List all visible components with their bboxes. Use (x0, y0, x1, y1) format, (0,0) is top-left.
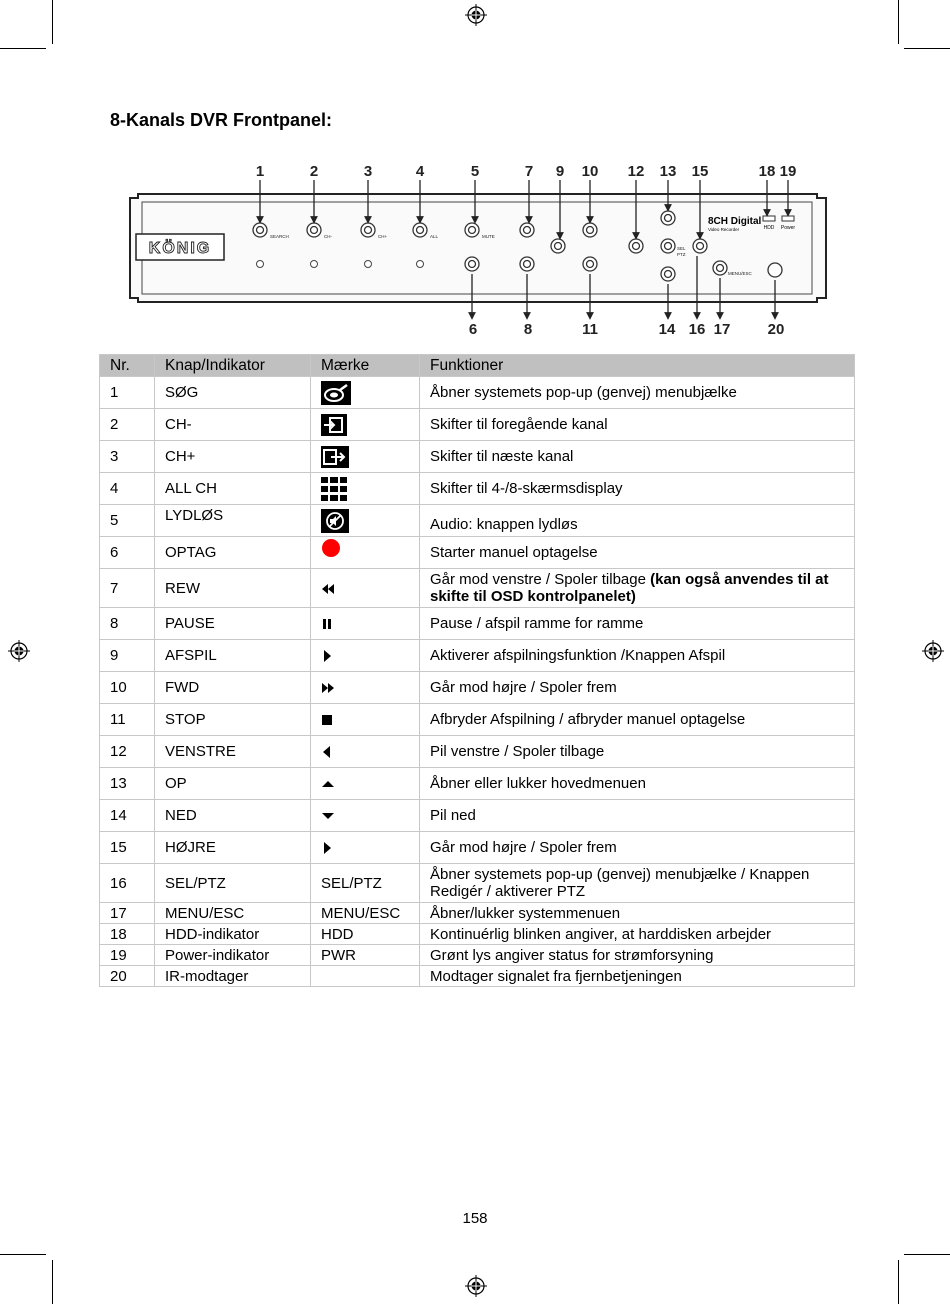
page-number: 158 (462, 1210, 488, 1227)
row-nr: 12 (100, 736, 155, 768)
row-nr: 15 (100, 832, 155, 864)
callout-15: 15 (691, 163, 709, 180)
callout-13: 13 (659, 163, 677, 180)
row-key: FWD (155, 672, 311, 704)
row-mark (311, 608, 420, 640)
row-function (420, 569, 855, 608)
table-row (100, 377, 855, 409)
panel-label-ptz: PTZ (677, 252, 686, 257)
row-nr: 11 (100, 704, 155, 736)
row-nr: 8 (100, 608, 155, 640)
row-key: IR-modtager (155, 966, 311, 987)
row-nr: 17 (100, 903, 155, 924)
callout-2: 2 (309, 163, 319, 180)
callout-3: 3 (363, 163, 373, 180)
header-key: Knap/Indikator (155, 355, 311, 377)
row-mark (311, 441, 420, 473)
row-key: CH+ (155, 441, 311, 473)
row-function: Skifter til næste kanal (420, 441, 855, 473)
registration-mark (8, 640, 30, 662)
row-mark (311, 768, 420, 800)
row-nr: 2 (100, 409, 155, 441)
row-key: HØJRE (155, 832, 311, 864)
crop-mark (52, 1260, 53, 1304)
row-nr: 4 (100, 473, 155, 505)
table-row (100, 473, 855, 505)
registration-mark (465, 4, 487, 26)
search-icon (321, 381, 351, 405)
callout-9: 9 (555, 163, 565, 180)
row-function (420, 505, 855, 537)
row-key (155, 505, 311, 537)
row-nr: 14 (100, 800, 155, 832)
table-row (100, 640, 855, 672)
row-mark (311, 505, 420, 537)
row-mark (311, 409, 420, 441)
callout-5: 5 (470, 163, 480, 180)
row-function: Afbryder Afspilning / afbryder manuel optagelse (420, 704, 855, 736)
callout-12: 12 (627, 163, 645, 180)
registration-mark (922, 640, 944, 662)
row-mark: SEL/PTZ (311, 864, 420, 903)
header-nr: Nr. (100, 355, 155, 377)
callout-14: 14 (658, 321, 676, 338)
row-mark (311, 569, 420, 608)
row-nr: 3 (100, 441, 155, 473)
callout-7: 7 (524, 163, 534, 180)
crop-mark (904, 48, 950, 49)
table-row (100, 672, 855, 704)
row-nr: 18 (100, 924, 155, 945)
arrow-down-icon (321, 811, 335, 821)
table-header-row (100, 355, 855, 377)
callout-18: 18 (758, 163, 776, 180)
top-callouts (256, 163, 797, 180)
row-key-label: LYDLØS (165, 507, 224, 524)
function-table (99, 354, 855, 987)
row-function: Pause / afspil ramme for ramme (420, 608, 855, 640)
row-key: STOP (155, 704, 311, 736)
header-functions: Funktioner (420, 355, 855, 377)
row-nr: 16 (100, 864, 155, 903)
table-row (100, 924, 855, 945)
row-nr: 6 (100, 537, 155, 569)
row-mark (311, 736, 420, 768)
table-row (100, 505, 855, 537)
row-key: SØG (155, 377, 311, 409)
row-mark (311, 537, 420, 569)
crop-mark (904, 1254, 950, 1255)
row-key: Power-indikator (155, 945, 311, 966)
row-nr: 9 (100, 640, 155, 672)
row-key: SEL/PTZ (155, 864, 311, 903)
row-nr: 10 (100, 672, 155, 704)
fast-forward-icon (321, 682, 335, 694)
row-key: NED (155, 800, 311, 832)
row-nr: 13 (100, 768, 155, 800)
table-row (100, 704, 855, 736)
row-mark (311, 473, 420, 505)
callout-16: 16 (688, 321, 706, 338)
stop-icon (321, 714, 333, 726)
table-row (100, 903, 855, 924)
header-mark: Mærke (311, 355, 420, 377)
table-row (100, 409, 855, 441)
table-row (100, 832, 855, 864)
row-nr: 7 (100, 569, 155, 608)
row-function: Grønt lys angiver status for strømforsyning (420, 945, 855, 966)
crop-mark (52, 0, 53, 44)
row-key: PAUSE (155, 608, 311, 640)
table-row (100, 569, 855, 608)
row-key: OP (155, 768, 311, 800)
row-key: VENSTRE (155, 736, 311, 768)
row-function: Skifter til foregående kanal (420, 409, 855, 441)
arrow-right-icon (321, 841, 333, 855)
table-row (100, 966, 855, 987)
row-key: AFSPIL (155, 640, 311, 672)
callout-4: 4 (415, 163, 425, 180)
callout-11: 11 (582, 321, 598, 338)
crop-mark (0, 1254, 46, 1255)
arrow-up-icon (321, 779, 335, 789)
panel-model-line2: Video Recorder (708, 227, 740, 232)
grid-icon (321, 477, 347, 501)
row-mark (311, 832, 420, 864)
row-mark (311, 704, 420, 736)
table-row (100, 768, 855, 800)
row-key: REW (155, 569, 311, 608)
panel-label-sel: SEL (677, 246, 686, 251)
record-icon (321, 538, 341, 558)
table-row (100, 608, 855, 640)
row-mark (311, 377, 420, 409)
panel-model-line1: 8CH Digital (708, 216, 762, 227)
table-row (100, 537, 855, 569)
table-row (100, 800, 855, 832)
panel-label-ch-plus: CH+ (378, 234, 388, 239)
play-icon (321, 649, 333, 663)
arrow-left-icon (321, 745, 333, 759)
callout-6: 6 (468, 321, 478, 338)
rewind-icon (321, 583, 335, 595)
row-nr: 1 (100, 377, 155, 409)
panel-label-hdd: HDD (763, 225, 775, 231)
dvr-front-panel-diagram (120, 158, 835, 338)
table-row (100, 441, 855, 473)
callout-1: 1 (255, 163, 265, 180)
row-function-text: Audio: knappen lydløs (430, 516, 578, 533)
crop-mark (898, 1260, 899, 1304)
callout-17: 17 (713, 321, 731, 338)
callout-19: 19 (779, 163, 797, 180)
row-function: Skifter til 4-/8-skærmsdisplay (420, 473, 855, 505)
row-function: Pil venstre / Spoler tilbage (420, 736, 855, 768)
panel-label-power: Power (780, 225, 796, 231)
table-row (100, 736, 855, 768)
crop-mark (898, 0, 899, 44)
callout-20: 20 (767, 321, 785, 338)
row-key: MENU/ESC (155, 903, 311, 924)
row-nr: 5 (100, 505, 155, 537)
page-heading: 8-Kanals DVR Frontpanel: (110, 110, 333, 130)
panel-label-search: SEARCH (270, 234, 289, 239)
row-function: Åbner/lukker systemmenuen (420, 903, 855, 924)
row-key: OPTAG (155, 537, 311, 569)
row-function: Åbner eller lukker hovedmenuen (420, 768, 855, 800)
row-mark (311, 966, 420, 987)
callout-8: 8 (523, 321, 533, 338)
panel-label-mute: MUTE (482, 234, 495, 239)
row-function: Kontinuérlig blinken angiver, at harddisken arbejder (420, 924, 855, 945)
row-key: CH- (155, 409, 311, 441)
panel-label-menu: MENU/ESC (728, 271, 752, 276)
row-nr: 20 (100, 966, 155, 987)
row-function: Går mod højre / Spoler frem (420, 672, 855, 704)
row-mark (311, 672, 420, 704)
bottom-callouts (469, 321, 785, 338)
table-row (100, 864, 855, 903)
row-function: Modtager signalet fra fjernbetjeningen (420, 966, 855, 987)
row-function: Aktiverer afspilningsfunktion /Knappen Afspil (420, 640, 855, 672)
mute-icon (321, 509, 349, 533)
row-function: Pil ned (420, 800, 855, 832)
row-key: ALL CH (155, 473, 311, 505)
channel-minus-icon (321, 414, 347, 436)
row-function: Åbner systemets pop-up (genvej) menubjælke / Knappen Redigér / aktiverer PTZ (420, 864, 855, 903)
panel-brand-logo: KÖNIG (148, 240, 212, 257)
row-mark (311, 640, 420, 672)
crop-mark (0, 48, 46, 49)
row-nr: 19 (100, 945, 155, 966)
row-mark: PWR (311, 945, 420, 966)
row-mark (311, 800, 420, 832)
callout-10: 10 (581, 163, 599, 180)
row-function-text: Går mod venstre / Spoler tilbage (430, 571, 651, 588)
panel-label-ch-minus: CH- (324, 234, 332, 239)
row-mark: HDD (311, 924, 420, 945)
row-function: Går mod højre / Spoler frem (420, 832, 855, 864)
row-function-note: (kan også anvendes til at skifte til OSD kontrolpanelet) (430, 571, 829, 605)
row-function: Starter manuel optagelse (420, 537, 855, 569)
row-function: Åbner systemets pop-up (genvej) menubjælke (420, 377, 855, 409)
channel-plus-icon (321, 446, 349, 468)
pause-icon (321, 618, 333, 630)
panel-label-all: ALL (430, 234, 439, 239)
row-key: HDD-indikator (155, 924, 311, 945)
registration-mark (465, 1275, 487, 1297)
row-mark: MENU/ESC (311, 903, 420, 924)
table-row (100, 945, 855, 966)
